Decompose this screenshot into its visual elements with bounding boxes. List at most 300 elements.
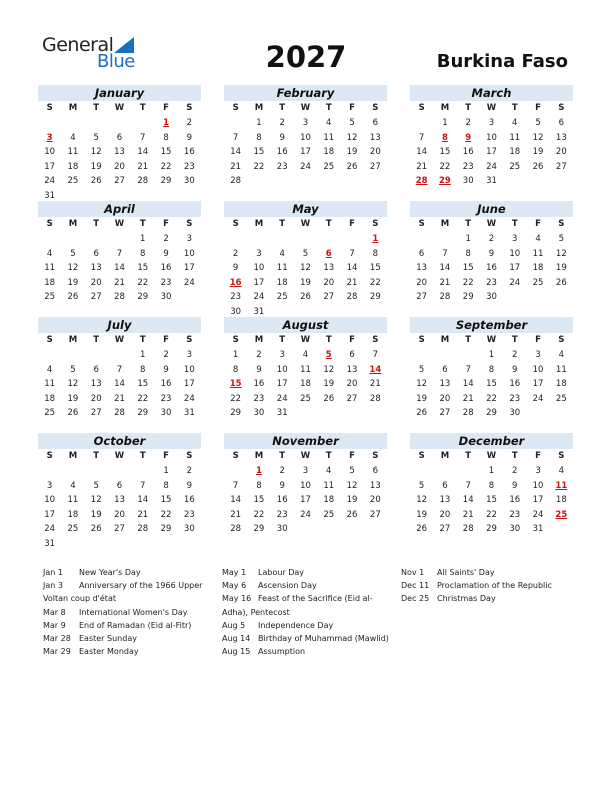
day-cell: 11: [67, 495, 79, 506]
weekday-label: S: [418, 103, 425, 113]
week-row: [38, 276, 201, 291]
week-row: [38, 131, 201, 146]
holiday-date: May 16: [222, 594, 252, 604]
week-row: [224, 232, 387, 247]
day-cell: 14: [416, 147, 428, 158]
holiday-entry: [401, 566, 571, 579]
empty-day-cell: [526, 174, 549, 189]
day-cell: 19: [323, 379, 335, 390]
day-cell: 11: [323, 480, 335, 491]
day-cell: 18: [67, 161, 79, 172]
day-cell: 24: [183, 393, 195, 404]
weekday-label: W: [300, 219, 311, 229]
day-cell: 24: [486, 161, 497, 172]
day-cell: 15: [253, 495, 265, 506]
day-cell: 14: [230, 147, 242, 158]
day-cell: 15: [462, 263, 474, 274]
day-cell: 9: [279, 480, 285, 491]
weekday-header: [410, 449, 573, 464]
day-cell: 26: [67, 408, 79, 419]
weekday-label: W: [486, 451, 497, 461]
day-cell: 24: [44, 524, 56, 535]
holiday-entry: [43, 606, 208, 619]
weekday-label: S: [46, 103, 53, 113]
day-cell: 20: [439, 393, 451, 404]
day-cell: 10: [300, 480, 311, 491]
day-cell: 25: [67, 524, 79, 535]
day-cell: 2: [279, 118, 285, 128]
day-cell: 27: [114, 176, 125, 187]
day-cell: 13: [346, 364, 358, 375]
month-october: [38, 433, 201, 552]
day-cell: 17: [183, 379, 195, 390]
empty-day-cell: [61, 232, 84, 247]
day-cell: 16: [229, 277, 242, 288]
day-cell: 11: [276, 263, 288, 274]
holiday-name: New Year's Day: [79, 568, 141, 577]
week-row: [38, 493, 201, 508]
empty-day-cell: [271, 232, 294, 247]
weekday-label: S: [232, 335, 239, 345]
day-cell: 14: [137, 147, 149, 158]
day-cell: 7: [140, 132, 146, 143]
day-cell: 29: [137, 408, 149, 419]
day-cell: 7: [232, 480, 239, 491]
month-title: April: [38, 201, 201, 217]
day-cell: 20: [323, 277, 335, 288]
empty-day-cell: [526, 406, 549, 421]
week-row: [410, 377, 573, 392]
day-cell: 26: [532, 161, 544, 172]
day-cell: 11: [509, 132, 521, 143]
day-cell: 27: [323, 292, 335, 303]
weekday-label: W: [300, 451, 311, 461]
week-row: [224, 174, 387, 189]
day-cell: 27: [439, 524, 451, 535]
day-cell: 22: [230, 393, 242, 404]
day-cell: 27: [416, 292, 428, 303]
day-cell: 17: [532, 495, 544, 506]
day-cell: 9: [163, 364, 169, 375]
empty-day-cell: [38, 232, 61, 247]
holiday-entry: [222, 632, 392, 645]
day-cell: 29: [486, 524, 497, 535]
day-cell: 1: [140, 234, 146, 244]
day-cell: 9: [279, 132, 285, 143]
day-cell: 8: [488, 364, 495, 375]
weekday-label: S: [186, 335, 193, 345]
day-cell: 13: [369, 480, 381, 491]
weekday-label: S: [372, 103, 379, 113]
day-cell: 4: [326, 466, 332, 476]
day-cell: 27: [369, 161, 381, 172]
day-cell: 30: [509, 524, 521, 535]
holiday-name: All Saints' Day: [437, 568, 495, 577]
day-cell: 9: [186, 132, 193, 143]
day-cell: 21: [439, 277, 451, 288]
holiday-list-column-3: [401, 566, 571, 606]
weekday-label: S: [186, 103, 193, 113]
day-cell: 26: [416, 408, 428, 419]
empty-day-cell: [340, 522, 363, 537]
empty-day-cell: [410, 232, 433, 247]
weekday-label: W: [114, 219, 125, 229]
day-cell: 7: [140, 480, 146, 491]
weekday-label: T: [511, 451, 518, 461]
day-cell: 26: [67, 292, 79, 303]
day-cell: 15: [137, 263, 149, 274]
weekday-label: F: [535, 103, 541, 113]
day-cell: 2: [256, 350, 262, 360]
holiday-entry: [222, 579, 392, 592]
day-cell: 22: [439, 161, 451, 172]
empty-day-cell: [433, 464, 456, 479]
holiday-date: Mar 9: [43, 620, 66, 630]
day-cell: 24: [509, 277, 521, 288]
day-cell: 30: [160, 408, 172, 419]
empty-day-cell: [224, 116, 247, 131]
empty-day-cell: [410, 116, 433, 131]
day-cell: 19: [555, 263, 567, 274]
holiday-name: Easter Sunday: [79, 633, 137, 643]
day-cell: 7: [465, 364, 471, 375]
empty-day-cell: [317, 232, 340, 247]
empty-day-cell: [85, 116, 108, 131]
week-row: [38, 232, 201, 247]
month-february: [224, 85, 387, 189]
day-cell: 17: [532, 379, 544, 390]
day-cell: 9: [512, 480, 518, 491]
day-cell: 13: [555, 132, 567, 143]
day-cell: 31: [532, 524, 544, 535]
weekday-label: T: [465, 451, 472, 461]
day-cell: 23: [160, 277, 172, 288]
day-cell: 24: [532, 509, 544, 520]
empty-day-cell: [38, 348, 61, 363]
weekday-label: M: [254, 103, 264, 113]
week-row: [410, 232, 573, 247]
day-cell: 1: [465, 234, 471, 244]
day-cell: 13: [114, 147, 125, 158]
day-cell: 23: [276, 509, 288, 520]
day-cell: 7: [116, 248, 123, 259]
day-cell: 17: [486, 147, 497, 158]
month-august: [224, 317, 387, 421]
day-cell: 16: [276, 147, 288, 158]
day-cell: 12: [67, 263, 79, 274]
week-row: [224, 145, 387, 160]
day-cell: 10: [253, 263, 265, 274]
day-cell: 2: [163, 234, 169, 244]
day-cell: 13: [416, 263, 428, 274]
empty-day-cell: [364, 174, 387, 189]
day-cell: 10: [276, 364, 288, 375]
day-cell: 11: [44, 379, 56, 390]
empty-day-cell: [550, 290, 573, 305]
day-cell: 12: [416, 379, 428, 390]
day-cell: 25: [555, 393, 567, 404]
holiday-date: Mar 29: [43, 647, 71, 657]
holiday-date: Aug 5: [222, 620, 246, 630]
day-cell: 6: [116, 480, 123, 491]
day-cell: 1: [256, 118, 262, 128]
week-row: [38, 261, 201, 276]
day-cell: 5: [70, 364, 76, 375]
weekday-label: F: [535, 451, 541, 461]
day-cell: 13: [369, 132, 381, 143]
empty-day-cell: [294, 232, 317, 247]
day-cell: 13: [90, 263, 102, 274]
day-cell: 16: [253, 379, 265, 390]
holiday-entry: [401, 579, 571, 592]
day-cell: 3: [46, 132, 53, 143]
day-cell: 1: [163, 118, 169, 128]
empty-day-cell: [294, 406, 317, 421]
month-november: [224, 433, 387, 537]
week-row: [224, 479, 387, 494]
day-cell: 25: [276, 292, 288, 303]
day-cell: 7: [116, 364, 123, 375]
weekday-header: [410, 217, 573, 232]
day-cell: 3: [256, 248, 262, 259]
weekday-label: S: [372, 451, 379, 461]
day-cell: 20: [346, 379, 358, 390]
day-cell: 4: [70, 480, 76, 491]
week-row: [224, 116, 387, 131]
day-cell: 15: [137, 379, 149, 390]
day-cell: 14: [369, 364, 382, 375]
day-cell: 22: [160, 161, 172, 172]
weekday-header: [410, 101, 573, 116]
day-cell: 25: [532, 277, 544, 288]
day-cell: 25: [67, 176, 79, 187]
empty-day-cell: [61, 537, 84, 552]
holiday-name: Labour Day: [258, 568, 305, 577]
day-cell: 17: [183, 263, 195, 274]
day-cell: 11: [323, 132, 335, 143]
month-title: May: [224, 201, 387, 217]
day-cell: 17: [44, 161, 56, 172]
month-july: [38, 317, 201, 421]
day-cell: 30: [183, 524, 195, 535]
weekday-header: [224, 333, 387, 348]
empty-day-cell: [364, 406, 387, 421]
holiday-date: Jan 3: [43, 581, 63, 591]
weekday-label: W: [486, 335, 497, 345]
day-cell: 24: [253, 292, 265, 303]
day-cell: 6: [116, 132, 123, 143]
day-cell: 23: [183, 161, 195, 172]
day-cell: 18: [509, 147, 521, 158]
weekday-label: W: [486, 103, 497, 113]
holiday-date: Aug 14: [222, 633, 251, 643]
week-row: [224, 131, 387, 146]
weekday-label: W: [300, 335, 311, 345]
holiday-entry: [222, 645, 392, 658]
week-row: [224, 276, 387, 291]
day-cell: 13: [439, 379, 451, 390]
day-cell: 26: [555, 277, 567, 288]
day-cell: 12: [67, 379, 79, 390]
day-cell: 28: [462, 524, 474, 535]
day-cell: 19: [90, 509, 102, 520]
weekday-label: W: [114, 103, 125, 113]
weekday-label: S: [418, 451, 425, 461]
day-cell: 21: [114, 393, 125, 404]
weekday-header: [224, 101, 387, 116]
day-cell: 19: [346, 495, 358, 506]
empty-day-cell: [294, 174, 317, 189]
empty-day-cell: [340, 232, 363, 247]
empty-day-cell: [526, 290, 549, 305]
week-row: [224, 377, 387, 392]
weekday-label: T: [279, 335, 286, 345]
day-cell: 30: [230, 306, 242, 317]
day-cell: 2: [186, 466, 193, 476]
day-cell: 3: [512, 234, 518, 244]
weekday-label: F: [349, 219, 355, 229]
day-cell: 23: [486, 277, 497, 288]
day-cell: 9: [232, 263, 239, 274]
day-cell: 4: [279, 248, 285, 259]
day-cell: 5: [558, 234, 565, 244]
day-cell: 28: [114, 292, 125, 303]
day-cell: 11: [67, 147, 79, 158]
day-cell: 18: [300, 379, 311, 390]
weekday-label: W: [300, 103, 311, 113]
weekday-label: T: [511, 335, 518, 345]
holiday-name: Independence Day: [258, 620, 334, 630]
day-cell: 25: [44, 292, 56, 303]
empty-day-cell: [224, 464, 247, 479]
weekday-label: F: [535, 335, 541, 345]
day-cell: 23: [253, 393, 265, 404]
logo-general-text: General: [42, 34, 114, 56]
week-row: [38, 290, 201, 305]
day-cell: 8: [140, 364, 146, 375]
weekday-label: S: [232, 451, 239, 461]
day-cell: 7: [442, 248, 448, 259]
weekday-label: F: [163, 451, 169, 461]
week-row: [224, 392, 387, 407]
weekday-label: S: [232, 219, 239, 229]
holiday-entry: [222, 619, 392, 632]
day-cell: 4: [46, 248, 53, 259]
holiday-date: Dec 11: [401, 581, 430, 591]
holiday-entry: [43, 579, 208, 605]
weekday-label: S: [558, 335, 565, 345]
day-cell: 27: [90, 292, 102, 303]
day-cell: 18: [44, 393, 56, 404]
empty-day-cell: [131, 116, 154, 131]
day-cell: 9: [512, 364, 518, 375]
weekday-label: T: [139, 219, 146, 229]
month-title: March: [410, 85, 573, 101]
day-cell: 1: [232, 350, 239, 360]
holiday-name: Birthday of Muhammad (Mawlid): [258, 633, 389, 643]
day-cell: 6: [442, 480, 448, 491]
day-cell: 3: [302, 466, 309, 476]
day-cell: 29: [253, 524, 265, 535]
day-cell: 26: [416, 524, 428, 535]
day-cell: 18: [44, 277, 56, 288]
weekday-label: W: [486, 219, 497, 229]
week-row: [224, 522, 387, 537]
week-row: [38, 537, 201, 552]
week-row: [224, 464, 387, 479]
empty-day-cell: [85, 232, 108, 247]
day-cell: 20: [555, 147, 567, 158]
day-cell: 9: [186, 480, 193, 491]
weekday-label: F: [163, 103, 169, 113]
day-cell: 27: [90, 408, 102, 419]
day-cell: 1: [255, 466, 262, 476]
day-cell: 12: [416, 495, 428, 506]
weekday-label: S: [46, 219, 53, 229]
empty-day-cell: [550, 522, 573, 537]
weekday-label: S: [558, 103, 565, 113]
day-cell: 28: [230, 524, 242, 535]
day-cell: 1: [442, 118, 448, 128]
day-cell: 28: [346, 292, 358, 303]
day-cell: 15: [439, 147, 451, 158]
week-row: [410, 247, 573, 262]
day-cell: 16: [160, 263, 172, 274]
day-cell: 21: [462, 509, 474, 520]
day-cell: 11: [44, 263, 56, 274]
day-cell: 21: [230, 161, 242, 172]
day-cell: 4: [535, 234, 541, 244]
day-cell: 9: [488, 248, 495, 259]
holiday-list-column-2: [222, 566, 392, 658]
weekday-label: M: [254, 451, 264, 461]
day-cell: 14: [346, 263, 358, 274]
weekday-label: T: [325, 451, 332, 461]
calendar-year: 2027: [265, 40, 347, 74]
day-cell: 12: [346, 480, 358, 491]
day-cell: 12: [90, 495, 102, 506]
day-cell: 20: [114, 161, 125, 172]
day-cell: 21: [137, 509, 149, 520]
weekday-label: W: [114, 451, 125, 461]
day-cell: 13: [323, 263, 335, 274]
weekday-label: T: [279, 103, 286, 113]
day-cell: 8: [441, 132, 448, 143]
week-row: [38, 363, 201, 378]
weekday-label: S: [418, 219, 425, 229]
day-cell: 15: [486, 495, 497, 506]
day-cell: 23: [276, 161, 288, 172]
day-cell: 26: [346, 509, 358, 520]
day-cell: 22: [160, 509, 172, 520]
day-cell: 17: [300, 147, 311, 158]
day-cell: 21: [462, 393, 474, 404]
day-cell: 30: [486, 292, 497, 303]
weekday-label: M: [254, 335, 264, 345]
day-cell: 10: [532, 364, 544, 375]
day-cell: 13: [114, 495, 125, 506]
day-cell: 11: [532, 248, 544, 259]
day-cell: 8: [163, 132, 169, 143]
day-cell: 12: [346, 132, 358, 143]
holiday-date: Mar 28: [43, 633, 71, 643]
day-cell: 8: [232, 364, 239, 375]
holiday-entry: [43, 566, 208, 579]
day-cell: 24: [276, 393, 288, 404]
day-cell: 11: [300, 364, 311, 375]
holiday-entry: [43, 619, 208, 632]
weekday-label: M: [68, 335, 78, 345]
